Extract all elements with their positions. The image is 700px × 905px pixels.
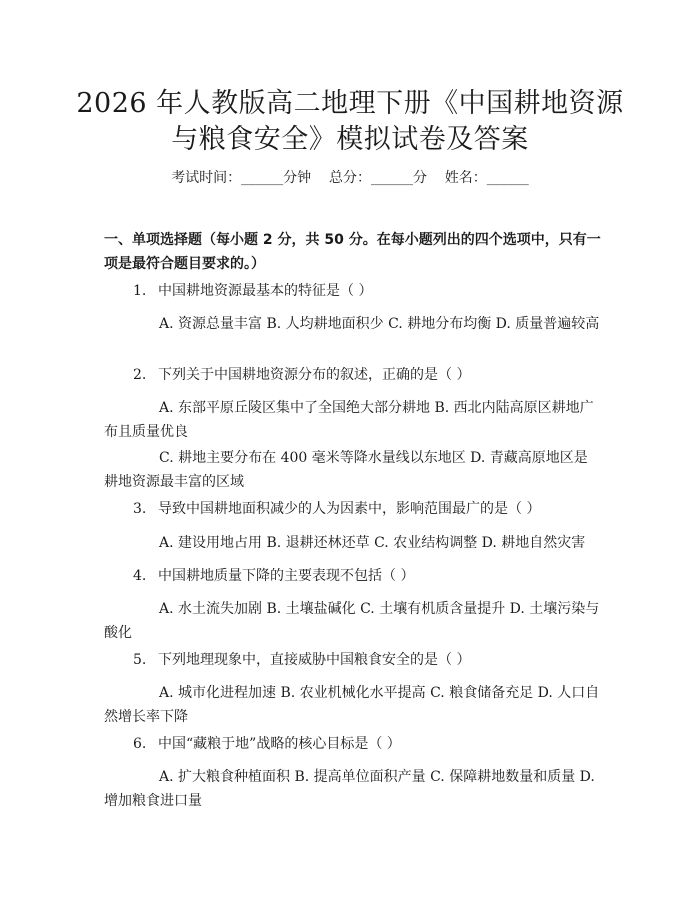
question-text: 导致中国耕地面积减少的人为因素中，影响范围最广的是（ ） <box>158 501 541 517</box>
question-5-options: A. 城市化进程加速 B. 农业机械化水平提高 C. 粮食储备充足 D. 人口自然增长率下降 <box>104 685 600 725</box>
question-5 <box>133 649 603 671</box>
question-1 <box>133 280 603 302</box>
exam-info-line: 考试时间：______分钟 总分：______分 姓名：______ <box>171 170 529 186</box>
question-2-options-ab: A. 东部平原丘陵区集中了全国绝大部分耕地 B. 西北内陆高原区耕地广布且质量优良 <box>104 400 594 440</box>
question-text: 下列地理现象中，直接威胁中国粮食安全的是（ ） <box>158 652 471 668</box>
question-text: 下列关于中国耕地资源分布的叙述，正确的是（ ） <box>158 367 471 383</box>
question-3-options: A. 建设用地占用 B. 退耕还林还草 C. 农业结构调整 D. 耕地自然灾害 <box>159 535 586 551</box>
exam-title-line-2: 与粮食安全》模拟试卷及答案 <box>171 124 529 155</box>
question-3 <box>133 498 603 520</box>
question-4 <box>133 565 603 587</box>
section-heading-single-choice: 一、单项选择题（每小题 2 分，共 50 分。在每小题列出的四个选项中，只有一项是最符合题目要求的。） <box>104 232 601 272</box>
question-6 <box>133 733 603 755</box>
question-1-options: A. 资源总量丰富 B. 人均耕地面积少 C. 耕地分布均衡 D. 质量普遍较高 <box>159 316 600 332</box>
question-number: 3. <box>133 501 147 517</box>
question-number: 4. <box>133 568 147 584</box>
question-number: 6. <box>133 736 147 752</box>
question-2-options-cd: C. 耕地主要分布在 400 毫米等降水量线以东地区 D. 青藏高原地区是耕地资源最丰富的区域 <box>104 450 588 490</box>
question-6-options: A. 扩大粮食种植面积 B. 提高单位面积产量 C. 保障耕地数量和质量 D. 增加粮食进口量 <box>104 769 595 809</box>
exam-title-line-1: 2026 年人教版高二地理下册《中国耕地资源 <box>76 88 624 119</box>
question-2 <box>133 364 603 386</box>
question-number: 5. <box>133 652 147 668</box>
question-number: 2. <box>133 367 147 383</box>
question-text: 中国耕地质量下降的主要表现不包括（ ） <box>158 568 415 584</box>
question-text: 中国“藏粮于地”战略的核心目标是（ ） <box>158 736 401 752</box>
question-text: 中国耕地资源最基本的特征是（ ） <box>158 283 373 299</box>
question-4-options: A. 水土流失加剧 B. 土壤盐碱化 C. 土壤有机质含量提升 D. 土壤污染与酸化 <box>104 601 600 641</box>
question-number: 1. <box>133 283 147 299</box>
